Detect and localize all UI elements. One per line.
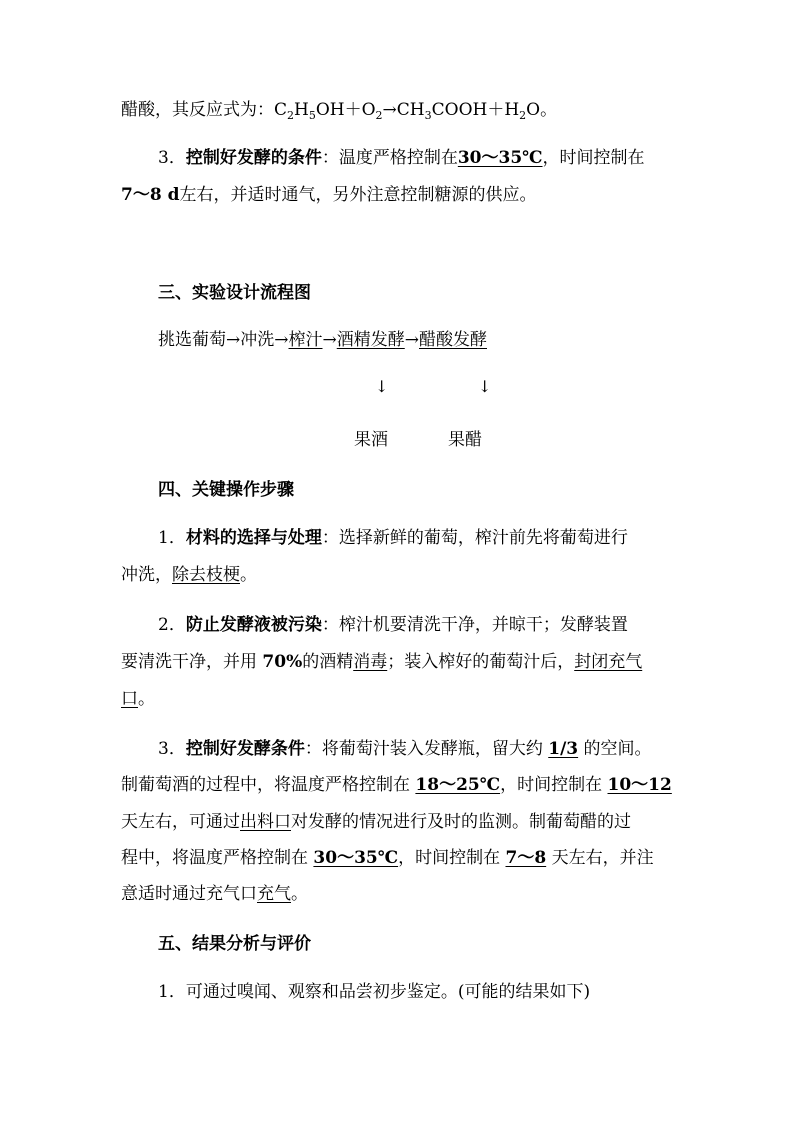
- underlined-answer: 口: [121, 689, 138, 709]
- underlined-answer: 7～8: [505, 848, 547, 868]
- step2-line3: 口。: [121, 689, 155, 709]
- step3-line1: 3．控制好发酵条件：将葡萄汁装入发酵瓶，留大约 1/3 的空间。: [158, 739, 652, 759]
- output-vinegar: 果醋: [448, 430, 482, 450]
- temp-range: 30～35℃: [457, 148, 543, 168]
- section-title-flowchart: 三、实验设计流程图: [158, 283, 311, 303]
- underlined-answer: 1/3: [548, 739, 579, 759]
- output-wine: 果酒: [354, 430, 388, 450]
- down-arrow-icon: ↓: [478, 377, 492, 396]
- step3-line5: 意适时通过充气口充气。: [121, 884, 308, 904]
- underlined-answer: 消毒: [353, 652, 388, 672]
- flowchart-row: 挑选葡萄→冲洗→榨汁→酒精发酵→醋酸发酵: [158, 330, 487, 350]
- underlined-answer: 充气: [257, 884, 291, 904]
- step3-line3: 天左右，可通过出料口对发酵的情况进行及时的监测。制葡萄醋的过: [121, 812, 631, 832]
- condition-para-line2: 7～8 d左右，并适时通气，另外注意控制糖源的供应。: [121, 185, 537, 205]
- down-arrow-icon: ↓: [375, 377, 389, 396]
- underlined-answer: 出料口: [240, 812, 291, 832]
- step3-line2: 制葡萄酒的过程中，将温度严格控制在 18～25℃，时间控制在 10～12: [121, 775, 672, 795]
- underlined-answer: 10～12: [607, 775, 672, 795]
- reaction-line: 醋酸，其反应式为：$C_2H_5OH+O_2\to CH_3COOH+H_2O$。: [121, 100, 558, 122]
- step2-line2: 要清洗干净，并用 70%的酒精消毒；装入榨好的葡萄汁后，封闭充气: [121, 652, 643, 672]
- results-item1: 1．可通过嗅闻、观察和品尝初步鉴定。(可能的结果如下): [158, 982, 591, 1002]
- step3-line4: 程中，将温度严格控制在 30～35℃，时间控制在 7～8 天左右，并注: [121, 848, 654, 868]
- condition-para-line1: 3．控制好发酵的条件：温度严格控制在30～35℃，时间控制在: [158, 148, 645, 168]
- section-title-results: 五、结果分析与评价: [158, 934, 311, 954]
- underlined-answer: 30～35℃: [313, 848, 399, 868]
- condition-heading: 控制好发酵的条件: [185, 148, 322, 168]
- step2-line1: 2．防止发酵液被污染：榨汁机要清洗干净，并晾干；发酵装置: [158, 615, 628, 635]
- underlined-answer: 除去枝梗: [172, 565, 240, 585]
- section-title-steps: 四、关键操作步骤: [158, 480, 294, 500]
- flow-step-acetic: 醋酸发酵: [419, 330, 487, 350]
- flow-step-alcohol: 酒精发酵: [336, 330, 405, 350]
- underlined-answer: 18～25℃: [415, 775, 501, 795]
- step1-line2: 冲洗，除去枝梗。: [121, 565, 257, 585]
- flow-step-juicing: 榨汁: [288, 330, 323, 350]
- underlined-answer: 封闭充气: [574, 652, 643, 672]
- step1-line1: 1．材料的选择与处理：选择新鲜的葡萄，榨汁前先将葡萄进行: [158, 528, 628, 548]
